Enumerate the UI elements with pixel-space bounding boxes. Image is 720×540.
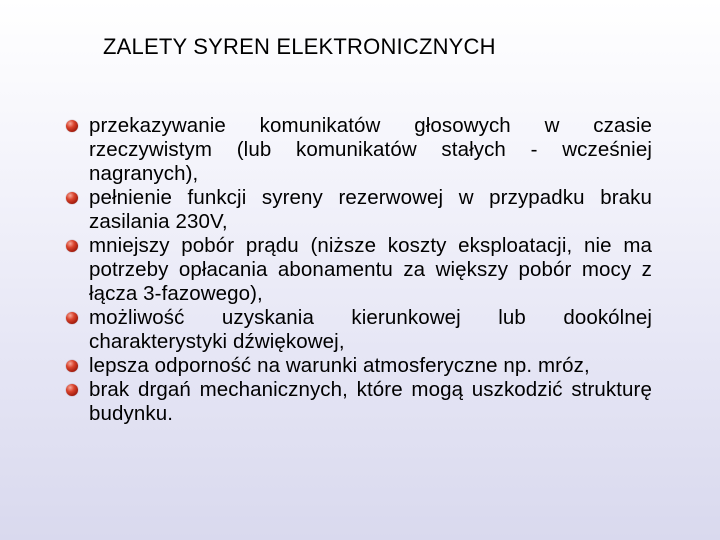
bullet-list	[66, 114, 652, 426]
bullet-text: brak drgań mechanicznych, które mogą uszkodzić strukturę budynku.	[89, 378, 652, 425]
bullet-text: lepsza odporność na warunki atmosferyczne np. mróz,	[89, 354, 590, 377]
list-item	[66, 186, 652, 234]
bullet-text: możliwość uzyskania kierunkowej lub dookólnej charakterystyki dźwiękowej,	[89, 306, 652, 353]
bullet-text: pełnienie funkcji syreny rezerwowej w przypadku braku zasilania 230V,	[89, 186, 652, 233]
red-sphere-bullet-icon	[66, 312, 78, 324]
list-item	[66, 354, 652, 378]
red-sphere-bullet-icon	[66, 360, 78, 372]
red-sphere-bullet-icon	[66, 192, 78, 204]
list-item	[66, 378, 652, 426]
list-item	[66, 306, 652, 354]
red-sphere-bullet-icon	[66, 240, 78, 252]
slide-title: ZALETY SYREN ELEKTRONICZNYCH	[103, 34, 496, 59]
red-sphere-bullet-icon	[66, 384, 78, 396]
list-item	[66, 114, 652, 186]
list-item	[66, 234, 652, 306]
bullet-text: mniejszy pobór prądu (niższe koszty eksploatacji, nie ma potrzeby opłacania abonamentu za większy pobór mocy z łącza 3-fazowego),	[89, 234, 652, 305]
red-sphere-bullet-icon	[66, 120, 78, 132]
bullet-text: przekazywanie komunikatów głosowych w czasie rzeczywistym (lub komunikatów stałych - wcześniej nagranych),	[89, 114, 652, 185]
